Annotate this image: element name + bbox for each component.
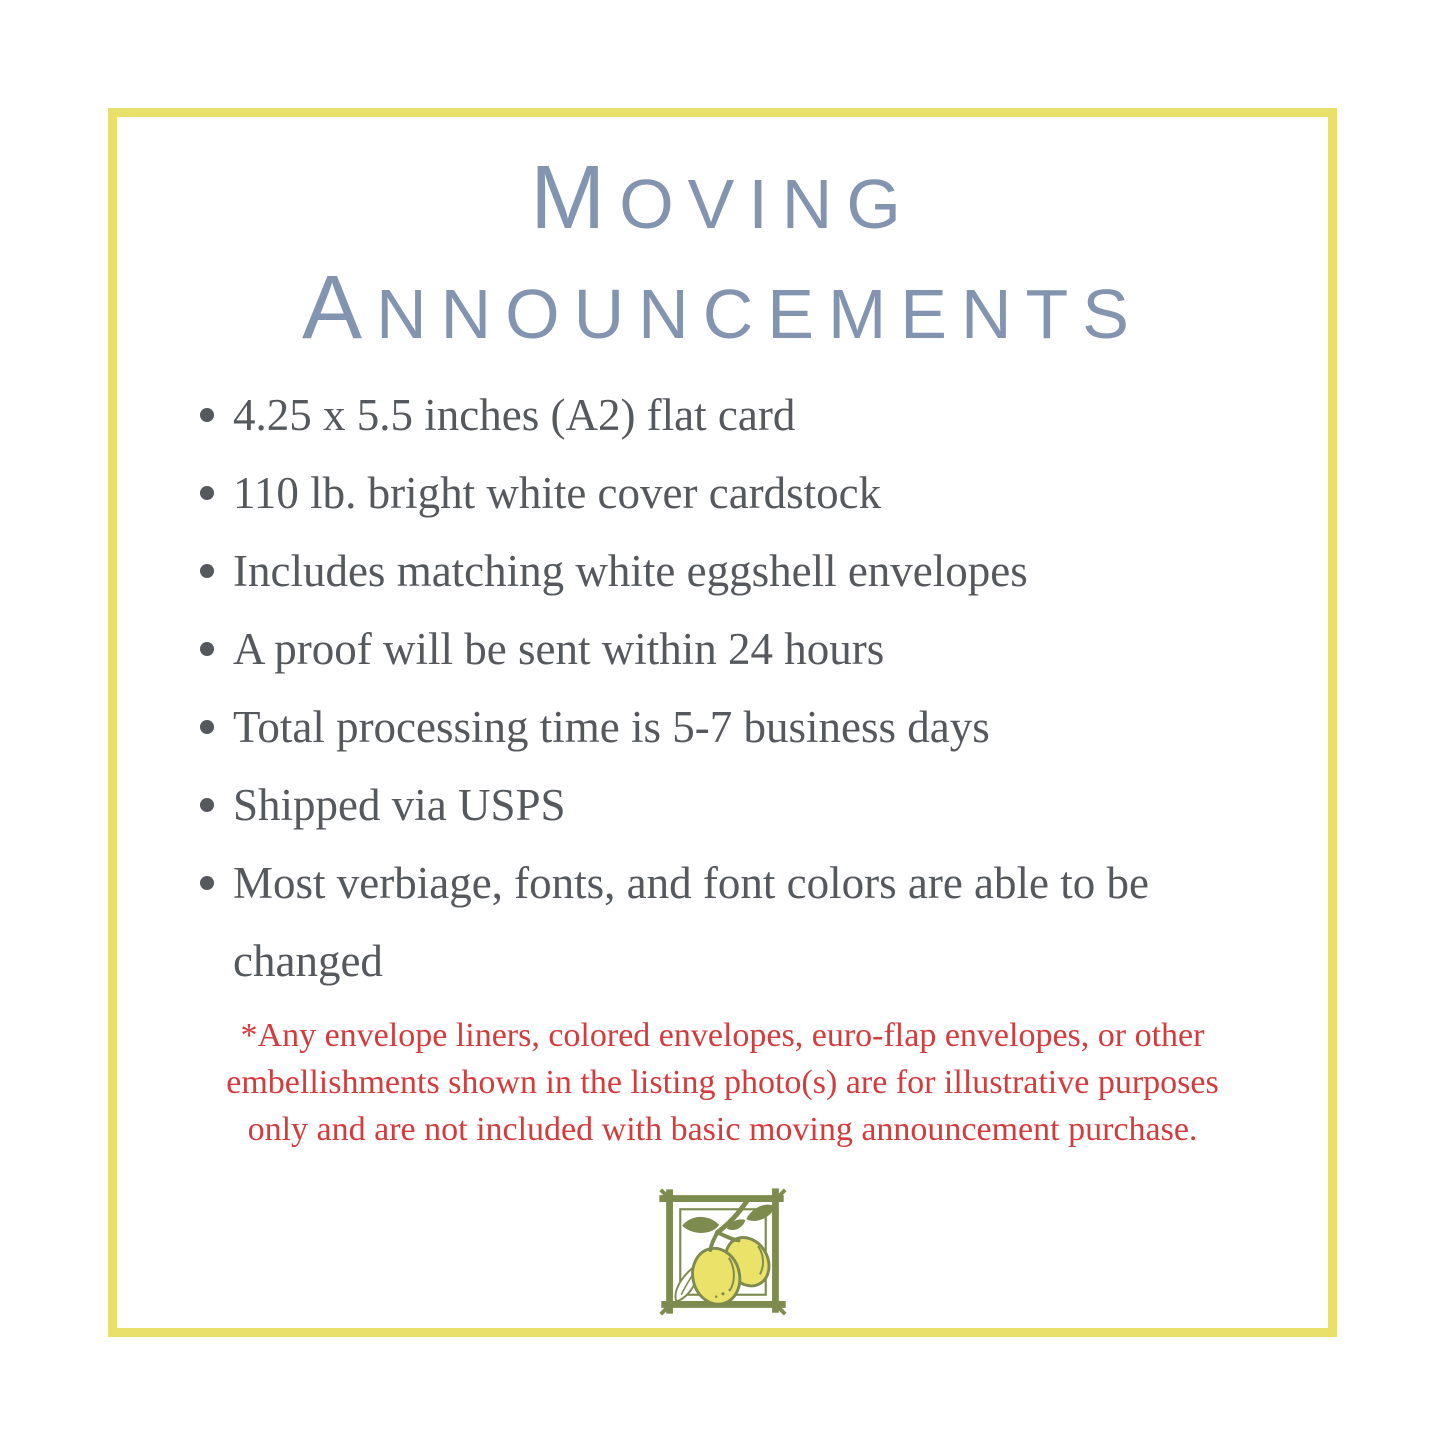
logo-lemons	[686, 1230, 777, 1310]
detail-item-size: 4.25 x 5.5 inches (A2) flat card	[233, 376, 1293, 454]
detail-item-shipping: Shipped via USPS	[233, 766, 1293, 844]
disclaimer-text	[113, 1012, 1333, 1153]
detail-item-customization: Most verbiage, fonts, and font colors are able to be changed	[233, 844, 1293, 1000]
lemons-logo-svg	[655, 1184, 791, 1320]
logo-branch-leaves	[682, 1198, 775, 1250]
lemons-logo-icon	[655, 1184, 791, 1320]
disclaimer-line-1: *Any envelope liners, colored envelopes, euro-flap envelopes, or other	[240, 1017, 1205, 1054]
detail-item-cardstock: 110 lb. bright white cover cardstock	[233, 454, 1293, 532]
title-line-1: MOVING	[530, 148, 915, 248]
product-details-list	[233, 376, 1318, 1000]
detail-item-processing: Total processing time is 5-7 business days	[233, 688, 1293, 766]
disclaimer-line-2: embellishments shown in the listing photo(s) are for illustrative purposes	[226, 1064, 1219, 1101]
title-line-2: ANNOUNCEMENTS	[302, 258, 1143, 358]
detail-item-proof: A proof will be sent within 24 hours	[233, 610, 1293, 688]
disclaimer-line-3: only and are not included with basic moving announcement purchase.	[247, 1111, 1198, 1148]
page-title	[0, 146, 1445, 366]
detail-item-envelopes: Includes matching white eggshell envelopes	[233, 532, 1293, 610]
